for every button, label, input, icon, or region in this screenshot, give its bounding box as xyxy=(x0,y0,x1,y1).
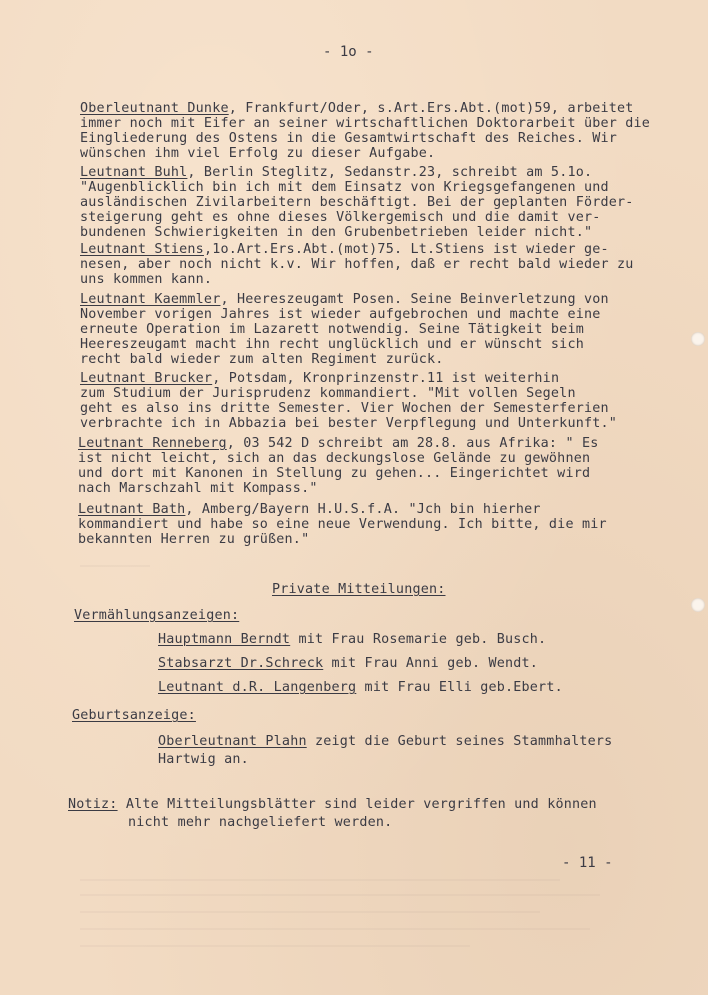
entry-line: , Heereszeugamt Posen. Seine Beinverletzung von xyxy=(220,292,609,307)
marriage-name: Stabsarzt Dr.Schreck xyxy=(158,656,324,671)
entry-line: , Frankfurt/Oder, s.Art.Ers.Abt.(mot)59, arbeitet xyxy=(228,101,634,116)
entry-line: ,1o.Art.Ers.Abt.(mot)75. Lt.Stiens ist wieder ge- xyxy=(203,242,609,257)
entry-line: wünschen ihm viel Erfolg zu dieser Aufgabe. xyxy=(80,146,436,161)
entry-line: uns kommen kann. xyxy=(80,272,213,287)
notice-label: Notiz: xyxy=(68,797,118,812)
entry-line: bundenen Schwierigkeiten in den Grubenbetrieben leider nicht." xyxy=(80,225,593,240)
entry-line: nach Marschzahl mit Kompass." xyxy=(78,481,318,496)
entry-name: Leutnant Renneberg xyxy=(78,436,227,451)
punch-hole-bottom xyxy=(691,598,705,612)
marriage-row xyxy=(158,656,538,671)
entry-line: , Potsdam, Kronprinzenstr.11 ist weiterhin xyxy=(212,371,560,386)
page-number-top: - 1o - xyxy=(323,44,374,60)
entry-line: kommandiert und habe so eine neue Verwendung. Ich bitte, die mir xyxy=(78,517,607,532)
entry-line: ist nicht leicht, sich an das deckungslose Gelände zu gewöhnen xyxy=(78,451,591,466)
notice xyxy=(68,797,597,812)
entry-line: steigerung geht es ohne dieses Völkergemisch und die damit ver- xyxy=(80,210,601,225)
entry-line: immer noch mit Eifer an seiner wirtschaftlichen Doktorarbeit über die xyxy=(80,116,651,131)
page-number-bottom: - 11 - xyxy=(562,855,613,871)
entry-line: verbrachte ich in Abbazia bei bester Verpflegung und Unterkunft." xyxy=(80,416,618,431)
marriage-detail: mit Frau Elli geb.Ebert. xyxy=(356,680,563,695)
entry-line: nesen, aber noch nicht k.v. Wir hoffen, daß er recht bald wieder zu xyxy=(80,257,634,272)
entry-name: Leutnant Buhl xyxy=(80,165,188,180)
entry-line: ausländischen Zivilarbeitern beschäftigt. Bei der geplanten Förder- xyxy=(80,195,634,210)
entry-line: recht bald wieder zum alten Regiment zurück. xyxy=(80,352,444,367)
private-heading: Private Mitteilungen: xyxy=(272,582,446,597)
birth-line-2: Hartwig an. xyxy=(158,752,249,767)
entry-line: , Berlin Steglitz, Sedanstr.23, schreibt am 5.1o. xyxy=(187,165,593,180)
notice-line-1: Alte Mitteilungsblätter sind leider vergriffen und können xyxy=(117,797,597,812)
marriage-row xyxy=(158,680,563,695)
entry-line: , 03 542 D schreibt am 28.8. aus Afrika: " Es xyxy=(226,436,599,451)
birth-row xyxy=(158,734,612,749)
entry-line: Eingliederung des Ostens in die Gesamtwirtschaft des Reiches. Wir xyxy=(80,131,618,146)
entry-name: Leutnant Brucker xyxy=(80,371,213,386)
marriage-name: Leutnant d.R. Langenberg xyxy=(158,680,357,695)
punch-hole-top xyxy=(691,332,705,346)
entry-line: zum Studium der Jurisprudenz kommandiert. "Mit vollen Segeln xyxy=(80,386,576,401)
entry-line: bekannten Herren zu grüßen." xyxy=(78,532,310,547)
entry-name: Leutnant Bath xyxy=(78,502,186,517)
birth-heading: Geburtsanzeige: xyxy=(72,708,196,723)
entry-line: , Amberg/Bayern H.U.S.f.A. "Jch bin hierher xyxy=(185,502,541,517)
entry-name: Leutnant Stiens xyxy=(80,242,204,257)
marriage-row xyxy=(158,632,546,647)
notice-line-2: nicht mehr nachgeliefert werden. xyxy=(128,815,393,830)
entry-line: November vorigen Jahres ist wieder aufgebrochen und machte eine xyxy=(80,307,601,322)
entry-line: und dort mit Kanonen in Stellung zu gehen... Eingerichtet wird xyxy=(78,466,591,481)
marriage-heading: Vermählungsanzeigen: xyxy=(74,608,240,623)
marriage-detail: mit Frau Rosemarie geb. Busch. xyxy=(290,632,547,647)
birth-name: Oberleutnant Plahn xyxy=(158,734,307,749)
entry-line: geht es also ins dritte Semester. Vier Wochen der Semesterferien xyxy=(80,401,609,416)
entry-line: "Augenblicklich bin ich mit dem Einsatz von Kriegsgefangenen und xyxy=(80,180,609,195)
marriage-name: Hauptmann Berndt xyxy=(158,632,291,647)
marriage-detail: mit Frau Anni geb. Wendt. xyxy=(323,656,539,671)
entry-line: Heereszeugamt macht ihn recht unglücklich und er wünscht sich xyxy=(80,337,584,352)
entry-line: erneute Operation im Lazarett notwendig. Seine Tätigkeit beim xyxy=(80,322,584,337)
birth-detail: zeigt die Geburt seines Stammhalters xyxy=(306,734,613,749)
entry-name: Leutnant Kaemmler xyxy=(80,292,221,307)
entry-name: Oberleutnant Dunke xyxy=(80,101,229,116)
